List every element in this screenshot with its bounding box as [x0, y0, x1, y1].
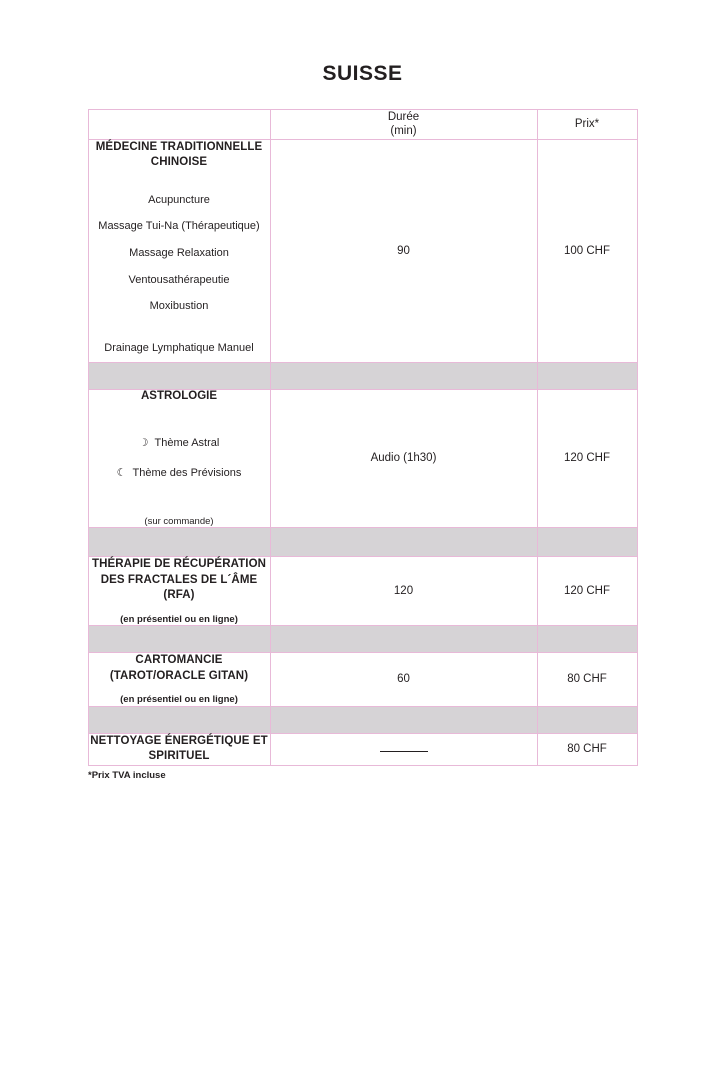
spacer-cell [270, 528, 537, 557]
list-item: Moxibustion [149, 300, 209, 313]
document-page [0, 62, 725, 1086]
moon-symbol-icon: ☽ [138, 437, 149, 450]
service-cell-nettoyage [88, 733, 270, 765]
list-item: Massage Tui-Na (Thérapeutique) [98, 220, 260, 233]
duration-cell-nettoyage [270, 733, 537, 765]
category-line-2: (TAROT/ORACLE GITAN) [109, 669, 249, 682]
spacer-cell [88, 706, 270, 733]
header-cell-service [88, 110, 270, 140]
category-line-1: CARTOMANCIE [135, 654, 223, 667]
category-title-cartomancie [89, 653, 270, 684]
duration-cell-rfa: 120 [270, 557, 537, 626]
spacer-cell [270, 626, 537, 653]
spacer-cell [88, 626, 270, 653]
category-line-2: DES FRACTALES DE L´ÂME [100, 573, 258, 586]
duration-cell-cartomancie: 60 [270, 653, 537, 706]
header-cell-price: Prix* [537, 110, 637, 140]
spacer-row [88, 706, 637, 733]
table-header-row [88, 110, 637, 140]
service-cell-cartomancie [88, 653, 270, 706]
duration-cell-astrologie: Audio (1h30) [270, 389, 537, 528]
service-note-rfa: (en présentiel ou en ligne) [120, 613, 238, 625]
list-item-label: Thème Astral [154, 437, 220, 450]
footnote: *Prix TVA incluse [88, 769, 166, 781]
price-cell-astrologie: 120 CHF [537, 389, 637, 528]
service-cell-rfa [88, 557, 270, 626]
spacer-cell [88, 528, 270, 557]
spacer-cell [537, 362, 637, 389]
category-line-2: CHINOISE [150, 156, 208, 169]
price-cell-cartomancie: 80 CHF [537, 653, 637, 706]
category-line-1: THÉRAPIE DE RÉCUPÉRATION [91, 558, 267, 571]
price-cell-rfa: 120 CHF [537, 557, 637, 626]
spacer-row [88, 626, 637, 653]
category-line-2: SPIRITUEL [148, 750, 210, 763]
list-item [89, 459, 270, 488]
category-title-rfa [89, 557, 270, 604]
table-row [88, 653, 637, 706]
price-cell-nettoyage: 80 CHF [537, 733, 637, 765]
header-duration-line2: (min) [390, 125, 417, 138]
category-line-3: (RFA) [163, 589, 195, 602]
spacer-cell [537, 706, 637, 733]
moon-symbol-icon: ☾ [116, 466, 127, 479]
service-note-astrologie: (sur commande) [144, 515, 214, 527]
table-row [88, 557, 637, 626]
category-title-mtc [89, 140, 270, 171]
spacer-row [88, 528, 637, 557]
category-title-nettoyage [89, 734, 270, 765]
list-item: Acupuncture [148, 193, 210, 206]
header-cell-duration [270, 110, 537, 140]
service-note-cartomancie: (en présentiel ou en ligne) [120, 694, 238, 706]
spacer-cell [270, 706, 537, 733]
table-row [88, 139, 637, 362]
page-title: SUISSE [322, 62, 403, 85]
empty-duration-dash-icon [380, 744, 428, 752]
category-title-astrologie: ASTROLOGIE [140, 389, 218, 402]
spacer-cell [537, 528, 637, 557]
spacer-cell [270, 362, 537, 389]
header-duration-line1: Durée [387, 111, 420, 123]
list-item: Ventousathérapeutie [128, 273, 230, 286]
list-item-label: Thème des Prévisions [132, 466, 242, 479]
service-item-list-mtc [89, 187, 270, 362]
table-row [88, 389, 637, 528]
price-cell-mtc: 100 CHF [537, 139, 637, 362]
table-row [88, 733, 637, 765]
duration-cell-mtc: 90 [270, 139, 537, 362]
spacer-cell [537, 626, 637, 653]
category-line-1: NETTOYAGE ÉNERGÉTIQUE ET [90, 734, 268, 747]
list-item-extra: Drainage Lymphatique Manuel [104, 341, 254, 354]
service-cell-mtc [88, 139, 270, 362]
service-cell-astrologie [88, 389, 270, 528]
spacer-cell [88, 362, 270, 389]
list-item: Massage Relaxation [129, 247, 229, 260]
pricing-table [88, 109, 638, 766]
list-item [89, 429, 270, 458]
category-line-1: MÉDECINE TRADITIONNELLE [95, 140, 263, 153]
spacer-row [88, 362, 637, 389]
